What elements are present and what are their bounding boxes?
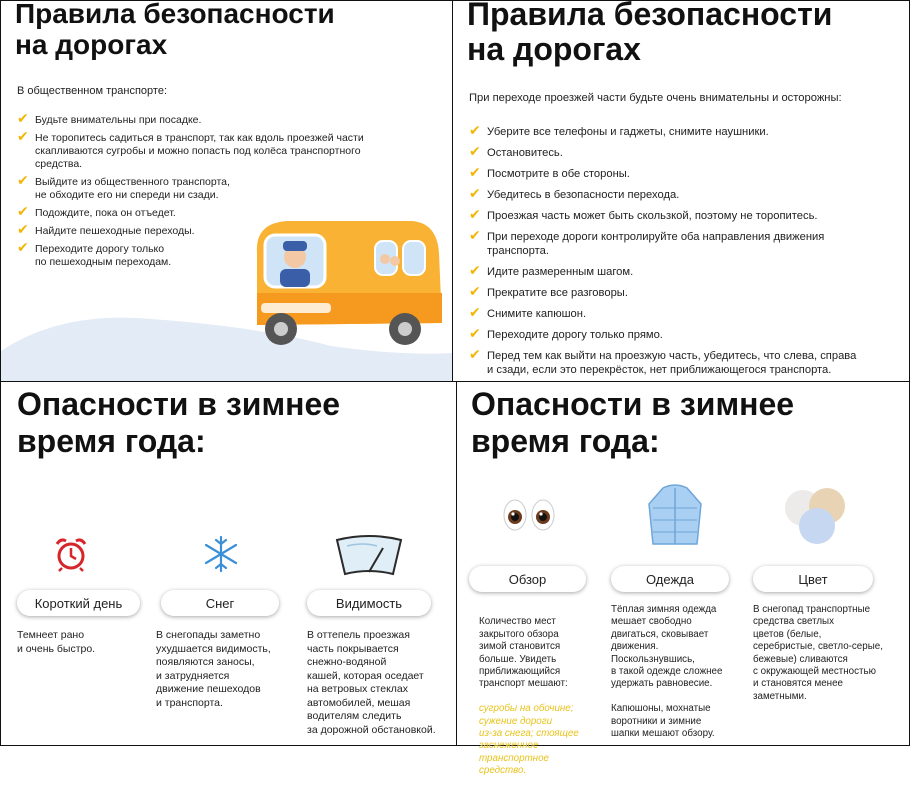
- check-icon: ✔: [17, 128, 29, 144]
- view-label: Обзор: [508, 571, 547, 587]
- checklist-item-text: Снимите капюшон.: [487, 308, 587, 320]
- check-icon: ✔: [469, 262, 481, 278]
- check-icon: ✔: [469, 283, 481, 299]
- check-icon: ✔: [469, 346, 481, 362]
- checklist-item: [15, 110, 435, 127]
- short-day-text: Темнеет рано и очень быстро.: [17, 629, 96, 655]
- short-day-label: Короткий день: [34, 595, 123, 611]
- panel2-title: [467, 0, 832, 67]
- view-text-main: Количество мест закрытого обзора зимой становится больше. Увидеть приближающийся транспорт мешают:: [479, 616, 568, 690]
- color-label: Цвет: [798, 571, 828, 587]
- checklist-item-text: Остановитесь.: [487, 147, 563, 159]
- checklist-item-text: При переходе дороги контролируйте оба направления движения: [487, 231, 825, 243]
- view-text: [479, 604, 579, 790]
- checklist-item: [467, 283, 907, 300]
- color-text: В снегопад транспортные средства светлых цветов (белые, серебристые, светло-серые, бежевые) сливаются с окружающей местностью и становятся менее заметными.: [753, 604, 883, 702]
- checklist-item-text: Прекратите все разговоры.: [487, 287, 628, 299]
- checklist-item-text: Идите размеренным шагом.: [487, 266, 634, 278]
- check-icon: ✔: [469, 122, 481, 138]
- check-icon: ✔: [17, 203, 29, 219]
- panel2-intro: При переходе проезжей части будьте очень внимательны и осторожны:: [469, 92, 842, 104]
- panel1-title-line2: на дорогах: [15, 28, 168, 60]
- check-icon: ✔: [469, 185, 481, 201]
- panel3-title-line1: Опасности в зимнее: [17, 386, 341, 422]
- check-icon: ✔: [469, 164, 481, 180]
- visibility-label: Видимость: [335, 595, 403, 611]
- checklist-item-text: Посмотрите в обе стороны.: [487, 168, 630, 180]
- check-icon: ✔: [469, 206, 481, 222]
- check-icon: ✔: [17, 172, 29, 188]
- checklist-item-text: Перед тем как выйти на проезжую часть, убедитесь, что слева, справа: [487, 350, 857, 362]
- checklist-item: [467, 262, 907, 279]
- checklist-item-text: скапливаются сугробы и можно попасть под колёса транспортного: [35, 145, 361, 157]
- checklist-item: [467, 164, 907, 181]
- clothes-pill: [611, 566, 729, 592]
- panel4-title-line1: Опасности в зимнее: [471, 386, 795, 422]
- checklist-item: [15, 128, 435, 171]
- snow-text: В снегопады заметно ухудшается видимость, появляются заносы, и затрудняется движение пешеходов и транспорта.: [156, 629, 271, 709]
- visibility-pill: [307, 590, 431, 616]
- panel3-title: [17, 386, 340, 460]
- color-circles-icon: [783, 486, 849, 546]
- checklist-item: [467, 122, 907, 139]
- snowflake-icon: [203, 535, 239, 573]
- checklist-item-text: Переходите дорогу только: [35, 243, 165, 255]
- panel3-title-line2: время года:: [17, 422, 206, 459]
- snow-label: Снег: [205, 595, 235, 611]
- checklist-item: [15, 172, 435, 202]
- panel1-title: [15, 0, 335, 61]
- windshield-icon: [333, 534, 405, 578]
- check-icon: ✔: [469, 227, 481, 243]
- check-icon: ✔: [17, 239, 29, 255]
- view-text-highlight: сугробы на обочине; сужение дороги из-за снега; стоящее заснеженное транспортное средство.: [479, 703, 579, 777]
- short-day-pill: [17, 590, 140, 616]
- checklist-item-text: Переходите дорогу только прямо.: [487, 329, 663, 341]
- check-icon: ✔: [469, 304, 481, 320]
- alarm-clock-icon: [53, 536, 89, 572]
- panel-crossing-rules: [452, 0, 910, 382]
- visibility-text: В оттепель проезжая часть покрывается снежно-водяной кашей, которая оседает на ветровых стеклах автомобилей, мешая водителям следить за дорожной обстановкой.: [307, 629, 436, 736]
- color-pill: [753, 566, 873, 592]
- panel4-title: [471, 386, 794, 460]
- checklist-item-text: Проезжая часть может быть скользкой, поэтому не торопитесь.: [487, 210, 818, 222]
- checklist-item-text: Уберите все телефоны и гаджеты, снимите наушники.: [487, 126, 769, 138]
- checklist-item-text: и сзади, если это перекрёсток, нет приближающегося транспорта.: [487, 364, 832, 376]
- checklist-item: [467, 227, 907, 258]
- checklist-item-text: Выйдите из общественного транспорта,: [35, 176, 230, 188]
- checklist-item-text: Не торопитесь садиться в транспорт, так как вдоль проезжей части: [35, 132, 364, 144]
- checklist-item-text: Найдите пешеходные переходы.: [35, 225, 195, 237]
- view-pill: [469, 566, 586, 592]
- check-icon: ✔: [469, 143, 481, 159]
- checklist-item-text: не обходите его ни спереди ни сзади.: [35, 189, 219, 201]
- panel2-checklist: [467, 122, 907, 384]
- panel-winter-dangers-1: [0, 381, 458, 746]
- check-icon: ✔: [17, 110, 29, 126]
- checklist-item: [467, 185, 907, 202]
- snow-pill: [161, 590, 279, 616]
- jacket-icon: [647, 482, 703, 550]
- clothes-label: Одежда: [645, 571, 694, 587]
- checklist-item: [467, 325, 907, 342]
- checklist-item: [467, 143, 907, 160]
- panel2-title-line2: на дорогах: [467, 31, 641, 68]
- check-icon: ✔: [17, 221, 29, 237]
- checklist-item: [467, 206, 907, 223]
- check-icon: ✔: [469, 325, 481, 341]
- checklist-item-text: транспорта.: [487, 245, 549, 257]
- checklist-item: [467, 346, 907, 377]
- checklist-item-text: по пешеходным переходам.: [35, 256, 172, 268]
- checklist-item-text: Убедитесь в безопасности перехода.: [487, 189, 680, 201]
- checklist-item-text: средства.: [35, 158, 83, 170]
- clothes-text: Тёплая зимняя одежда мешает свободно двигаться, сковывает движения. Поскользнувшись, в такой одежде сложнее удержать равновесие. Капюшоны, мохнатые воротники и зимние шапки мешают обзору.: [611, 604, 723, 740]
- panel-public-transport-rules: [0, 0, 453, 382]
- panel2-title-line1: Правила безопасности: [467, 0, 833, 32]
- panel4-title-line2: время года:: [471, 422, 660, 459]
- eyes-icon: [501, 496, 557, 534]
- panel1-title-line1: Правила безопасности: [15, 0, 335, 29]
- panel-winter-dangers-2: [456, 381, 910, 777]
- checklist-item-text: Будьте внимательны при посадке.: [35, 114, 202, 126]
- checklist-item-text: Подождите, пока он отъедет.: [35, 207, 176, 219]
- checklist-item: [467, 304, 907, 321]
- panel1-intro: В общественном транспорте:: [17, 85, 168, 97]
- bus-illustration: [247, 213, 447, 353]
